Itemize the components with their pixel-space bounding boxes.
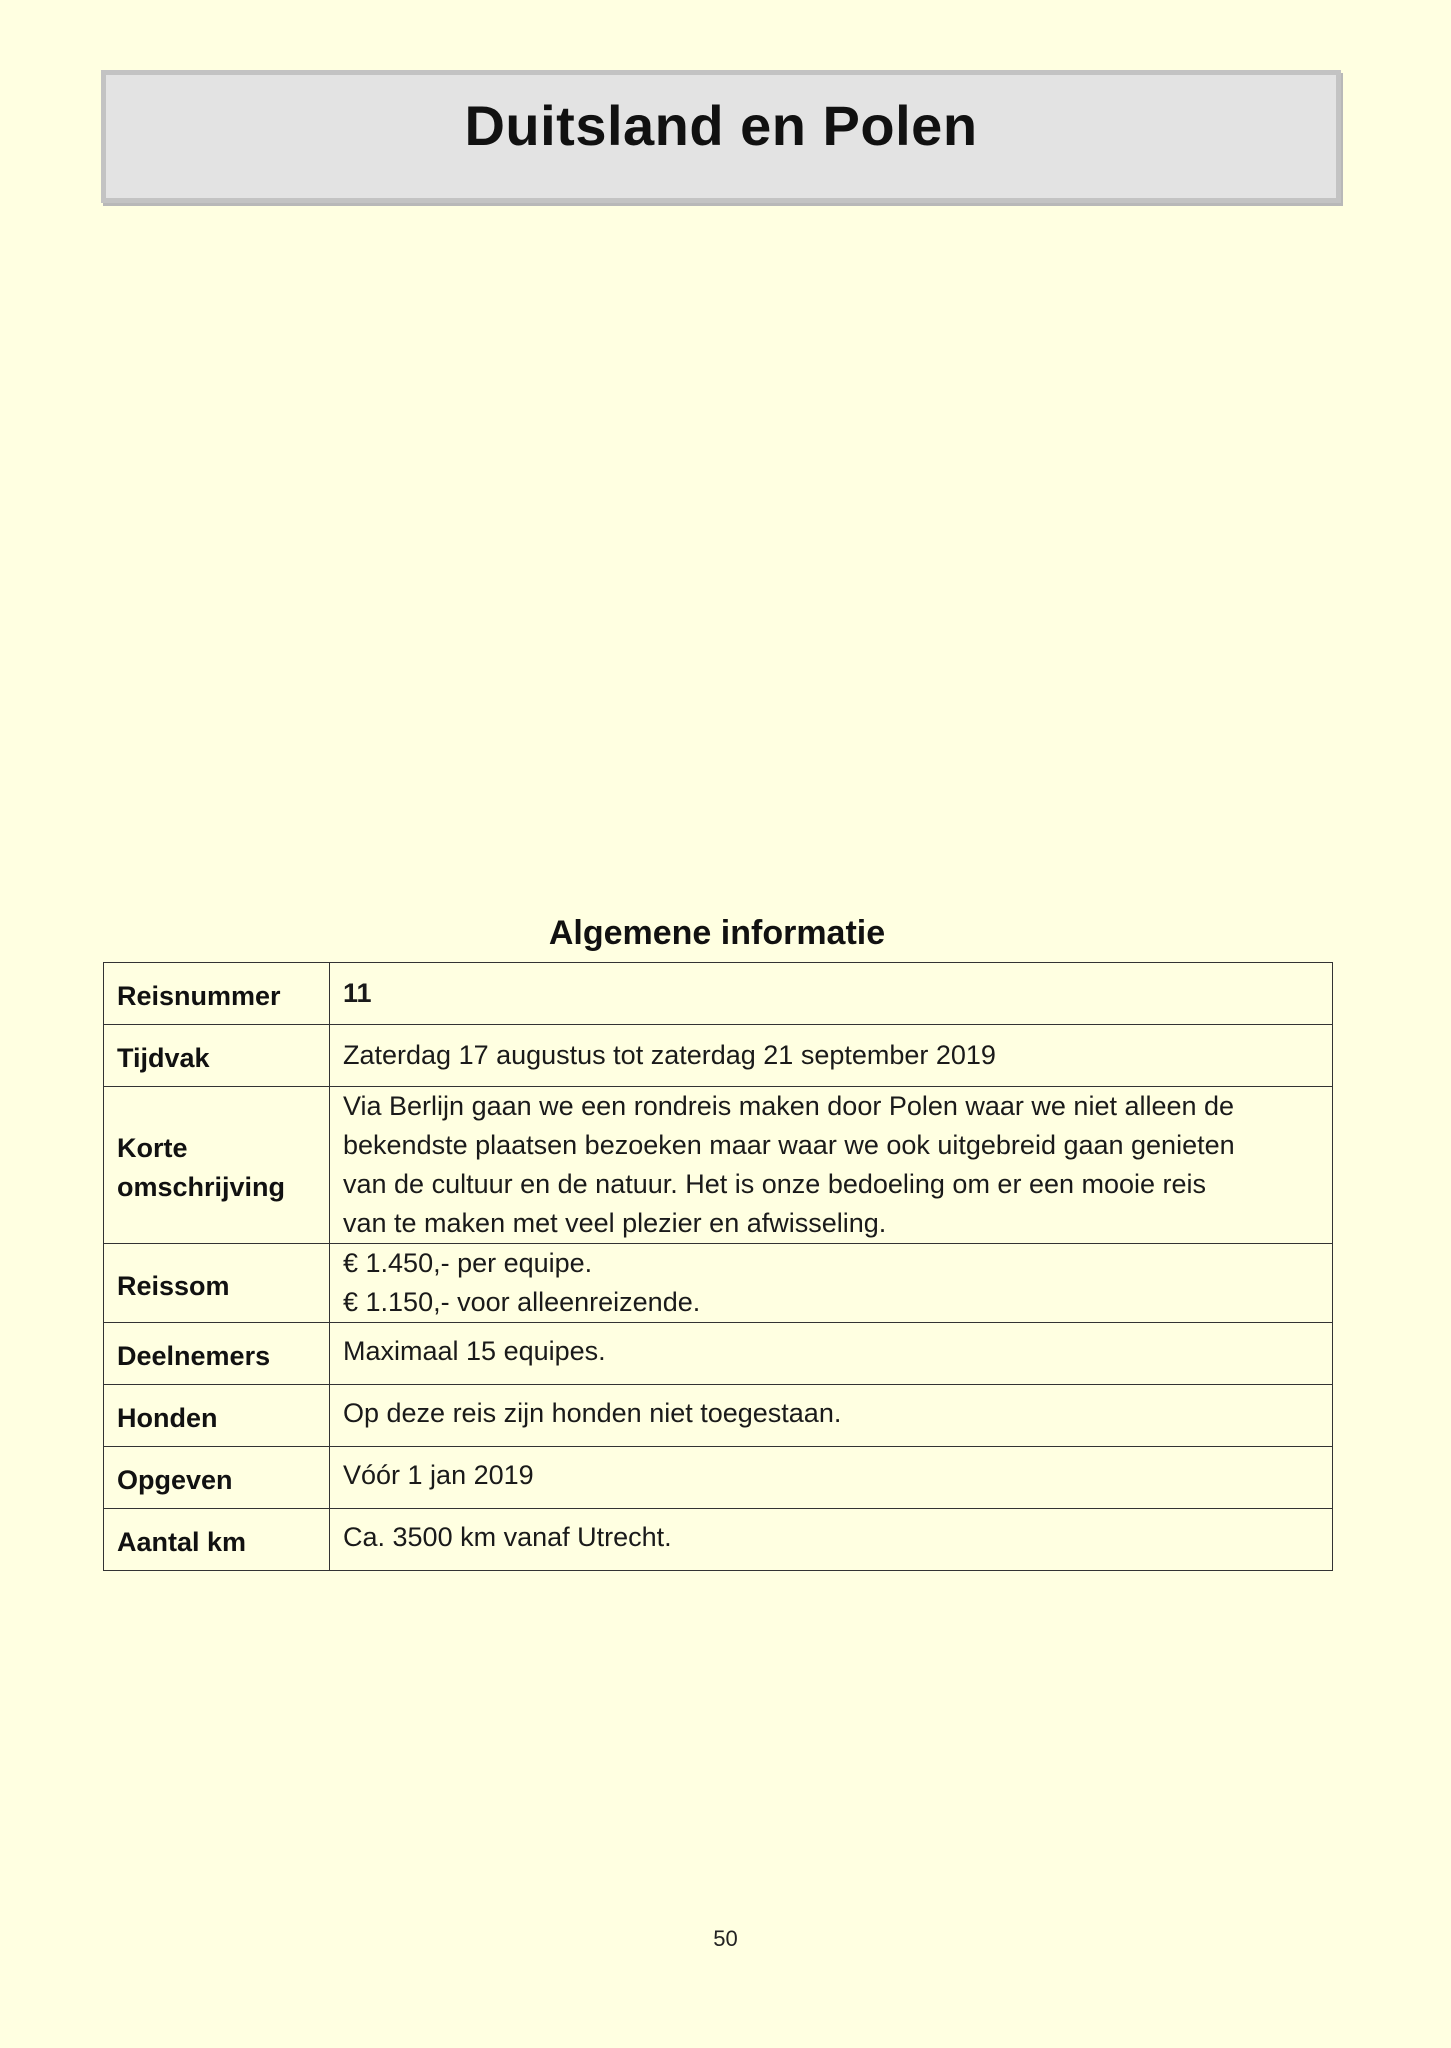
value-reissom [330, 1244, 1333, 1323]
value-tijdvak: Zaterdag 17 augustus tot zaterdag 21 september 2019 [330, 1025, 1333, 1087]
label-omschrijving [104, 1087, 330, 1244]
info-table [103, 962, 1333, 1571]
value-reisnummer: 11 [330, 963, 1333, 1025]
table-row-tijdvak [104, 1025, 1333, 1087]
value-omschrijving [330, 1087, 1333, 1244]
reissom-line: € 1.450,- per equipe. [343, 1248, 593, 1278]
omschrijving-line: bekendste plaatsen bezoeken maar waar we ook uitgebreid gaan genieten [343, 1130, 1235, 1160]
omschrijving-line: van te maken met veel plezier en afwisseling. [343, 1208, 887, 1238]
value-aantal-km: Ca. 3500 km vanaf Utrecht. [330, 1509, 1333, 1571]
table-row-opgeven [104, 1447, 1333, 1509]
value-deelnemers: Maximaal 15 equipes. [330, 1323, 1333, 1385]
table-row-honden [104, 1385, 1333, 1447]
label-omschrijving-line2: omschrijving [117, 1172, 286, 1202]
table-row-omschrijving [104, 1087, 1333, 1244]
table-row-reisnummer [104, 963, 1333, 1025]
reissom-line: € 1.150,- voor alleenreizende. [343, 1287, 701, 1317]
value-honden: Op deze reis zijn honden niet toegestaan. [330, 1385, 1333, 1447]
label-opgeven: Opgeven [104, 1447, 330, 1509]
table-row-deelnemers [104, 1323, 1333, 1385]
label-tijdvak: Tijdvak [104, 1025, 330, 1087]
table-row-reissom [104, 1244, 1333, 1323]
label-omschrijving-line1: Korte [117, 1133, 188, 1163]
page-number: 50 [713, 1926, 738, 1951]
section-heading: Algemene informatie [548, 914, 886, 952]
label-reisnummer: Reisnummer [104, 963, 330, 1025]
label-reissom: Reissom [104, 1244, 330, 1323]
label-deelnemers: Deelnemers [104, 1323, 330, 1385]
label-aantal-km: Aantal km [104, 1509, 330, 1571]
title-banner [101, 70, 1341, 203]
table-row-aantal-km [104, 1509, 1333, 1571]
value-opgeven: Vóór 1 jan 2019 [330, 1447, 1333, 1509]
page-title: Duitsland en Polen [464, 94, 978, 157]
omschrijving-line: Via Berlijn gaan we een rondreis maken door Polen waar we niet alleen de [343, 1091, 1235, 1121]
label-honden: Honden [104, 1385, 330, 1447]
omschrijving-line: van de cultuur en de natuur. Het is onze bedoeling om er een mooie reis [343, 1169, 1207, 1199]
